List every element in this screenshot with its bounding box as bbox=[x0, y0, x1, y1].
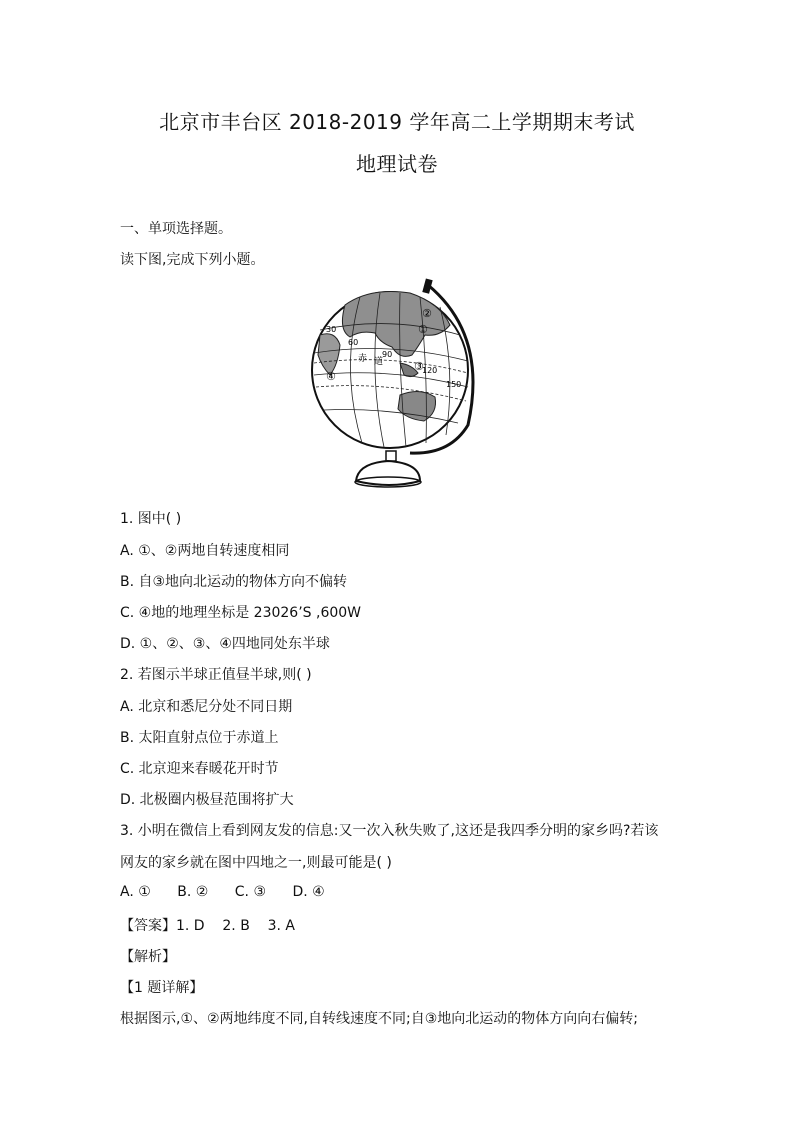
section-heading: 一、单项选择题。 bbox=[120, 221, 232, 237]
answer-line bbox=[120, 915, 295, 935]
globe-figure bbox=[300, 275, 500, 495]
longitude-label: 150 bbox=[446, 380, 462, 389]
question-1-stem: 1. 图中( ) bbox=[120, 511, 182, 527]
question-1-option-b: B. 自③地向北运动的物体方向不偏转 bbox=[120, 574, 348, 590]
analysis-sub-label: 【1 题详解】 bbox=[120, 980, 204, 996]
longitude-label: 120 bbox=[422, 366, 438, 375]
point-label: ③ bbox=[414, 360, 424, 373]
question-2-option-b: B. 太阳直射点位于赤道上 bbox=[120, 730, 279, 746]
longitude-label: 30 bbox=[326, 325, 337, 334]
question-3-option-d: D. ④ bbox=[292, 884, 325, 900]
point-label: ① bbox=[418, 323, 428, 336]
answer-label: 【答案】 bbox=[120, 918, 176, 934]
analysis-text: 根据图示,①、②两地纬度不同,自转线速度不同;自③地向北运动的物体方向向右偏转; bbox=[120, 1011, 638, 1027]
question-1-option-d: D. ①、②、③、④四地同处东半球 bbox=[120, 636, 330, 652]
question-2-stem: 2. 若图示半球正值昼半球,则( ) bbox=[120, 667, 312, 683]
section-instruction: 读下图,完成下列小题。 bbox=[120, 252, 265, 268]
question-3-option-c: C. ③ bbox=[234, 884, 266, 900]
question-3-option-a: A. ① bbox=[120, 884, 151, 900]
question-3-stem-line1: 3. 小明在微信上看到网友发的信息:又一次入秋失败了,这还是我四季分明的家乡吗?若该 bbox=[120, 823, 659, 839]
longitude-label: 60 bbox=[348, 338, 359, 347]
equator-label: 道 bbox=[374, 357, 384, 367]
analysis-label: 【解析】 bbox=[120, 949, 176, 965]
longitude-label: 90 bbox=[382, 350, 393, 359]
question-2-option-c: C. 北京迎来春暖花开时节 bbox=[120, 761, 279, 777]
page-subtitle: 地理试卷 bbox=[356, 152, 438, 176]
page-title: 北京市丰台区 2018-2019 学年高二上学期期末考试 bbox=[159, 110, 635, 134]
question-1-option-a: A. ①、②两地自转速度相同 bbox=[120, 543, 290, 559]
question-3-options bbox=[120, 884, 347, 900]
question-2-option-a: A. 北京和悉尼分处不同日期 bbox=[120, 699, 293, 715]
question-2-option-d: D. 北极圈内极昼范围将扩大 bbox=[120, 792, 294, 808]
answer-text: 1. D 2. B 3. A bbox=[176, 918, 295, 934]
question-3-stem-line2: 网友的家乡就在图中四地之一,则最可能是( ) bbox=[120, 855, 392, 871]
point-label: ② bbox=[422, 307, 432, 320]
stand-neck bbox=[386, 451, 396, 461]
point-label: ④ bbox=[326, 370, 336, 383]
question-3-option-b: B. ② bbox=[177, 884, 209, 900]
stand-base bbox=[356, 461, 420, 485]
question-1-option-c: C. ④地的地理坐标是 23026’S ,600W bbox=[120, 605, 362, 621]
equator-label: 赤 bbox=[358, 354, 368, 364]
